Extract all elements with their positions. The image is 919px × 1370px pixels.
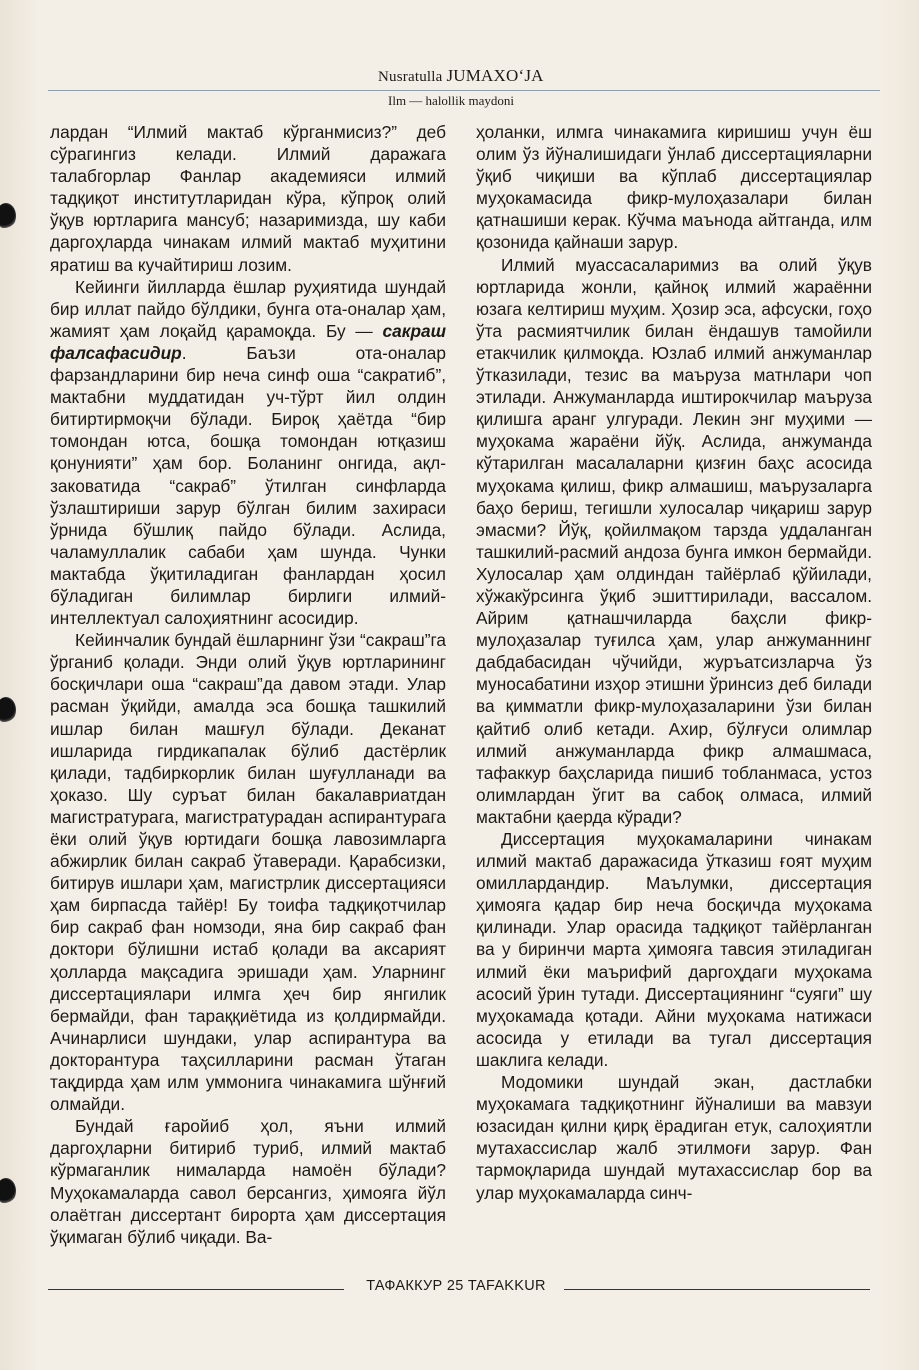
header-subtitle: Ilm — halollik maydoni <box>388 93 515 108</box>
author-first-name: Nusratulla <box>378 69 443 85</box>
paragraph <box>50 276 446 630</box>
paragraph: Бундай ғаройиб ҳол, яъни илмий даргоҳларни битириб туриб, илмий мактаб кўрмаганлик нималарда намоён бўлади? Муҳокамаларда савол берсангиз, ҳимояга йўл олаётган диссертант бирорта ҳам диссертация ўқимаган бўлиб чиқади. Ва- <box>50 1116 446 1247</box>
page-number: 25 <box>446 1278 464 1294</box>
footer-rule <box>48 1289 344 1290</box>
header-author <box>378 66 544 86</box>
paragraph: ҳоланки, илмга чинакамига киришиш учун ёш олим ўз йўналишидаги ўнлаб диссертацияларни ўқиб чиқиши ва кўплаб диссертациялар муҳокамасида фикр-мулоҳазалари билан қатнашиши керак. Кўчма маънода айтганда, илм қозонида қайнаши зарур. <box>476 122 872 253</box>
footer-journal-latin: TAFAKKUR <box>467 1278 546 1294</box>
paragraph: лардан “Илмий мактаб кўрганмисиз?” деб сўрагингиз келади. Илмий даражага талабгорлар Фанлар академияси илмий тадқиқот институтларидан кўра, кўпроқ олий ўқув юртларига мансуб; назаримизда, шу каби даргоҳларда чинакам илмий мактаб муҳитини яратиш ва кучайтириш лозим. <box>50 122 446 275</box>
footer-rule <box>564 1289 870 1290</box>
header-rule <box>48 90 880 91</box>
paragraph-text: . Баъзи ота-оналар фарзандларини бир неча синф оша “сакратиб”, мактабни муддатидан уч-тўрт йил олдин битиртирмоқчи бўлади. Бироқ ҳаётда “бир томондан ютса, бошқа томондан ютқазиш қонунияти” ҳам бор. Боланинг онгида, ақл-заковатида “сакраб” ўтилган синфларда ўзлаштириши зарур бўлган билим захираси ўрнида бўшлиқ пайдо бўлади. Аслида, чаламуллалик сабаби ҳам шунда. Чунки мактабда ўқитиладиган фанлардан ҳосил бўладиган билимлар бирлиги илмий-интеллектуал салоҳиятнинг асосидир. <box>50 342 446 629</box>
right-column <box>476 121 872 1204</box>
paragraph: Диссертация муҳокамаларини чинакам илмий мактаб даражасида ўтказиш ғоят муҳим омиллардандир. Маълумки, диссертация ҳимояга қадар бир неча босқичда муҳокама қилинади. Улар орасида тадқиқот тайёрланган ва у биринчи марта ҳимояга тавсия этиладиган илмий ёки маърифий даргоҳдаги муҳокама асосий ўрин тутади. Диссертациянинг “суяги” шу муҳокамада қотади. Айни муҳокама натижаси асосида у етилади ва тугал диссертация шаклига келади. <box>476 829 872 1070</box>
left-column <box>50 121 446 1248</box>
paragraph: Модомики шундай экан, дастлабки муҳокамага тадқиқотнинг йўналиши ва мавзуи юзасидан қилни қирқ ёрадиган етук, салоҳиятли мутахассислар жалб этилмоғи зарур. Фан тармоқларида шундай мутахассислар бор ва улар муҳокамаларда синч- <box>476 1072 872 1203</box>
footer-label <box>354 1278 558 1294</box>
paragraph: Кейинчалик бундай ёшларнинг ўзи “сакраш”га ўрганиб қолади. Энди олий ўқув юртларининг босқичлари оша “сакраш”да давом этади. Улар расман ўқийди, амалда эса бошқа ташкилий ишлар билан машғул бўлади. Деканат ишларида гирдикапалак бўлиб дастёрлик қилади, тадбиркорлик билан шуғулланади ва ҳоказо. Шу суръат билан бакалавриатдан магистратурага, магистратурадан аспирантурага ёки олий ўқув юртидаги бошқа лавозимларга абжирлик билан сакраб ўтаверади. Қарабсизки, битирув ишлари ҳам, магистрлик диссертацияси ҳам бирпасда тайёр! Бу тоифа тадқиқотчилар бир сакраб фан номзоди, яна бир сакраб фан доктори бўлишни истаб қолади ва аксарият ҳолларда мақсадига эришади ҳам. Уларнинг диссертациялари илмга ҳеч бир янгилик бермайди, фан тараққиётида из қолдирмайди. Ачинарлиси шундаки, улар аспирантура ва докторантура таҳсилларини расман ўтаган тақдирда ҳам илм уммонига чинакамига шўнғий олмайди. <box>50 630 446 1115</box>
footer-journal-cyrillic: ТАФАККУР <box>366 1278 443 1294</box>
paragraph: Илмий муассасаларимиз ва олий ўқув юртларида жонли, қайноқ илмий жараённи юзага келтириш муҳим. Ҳозир эса, афсуски, гоҳо ўта расмиятчилик билан ёндашув тамойили етакчилик қилмоқда. Юзлаб илмий анжуманлар ўтказилади, тезис ва маъруза матнлари чоп этилади. Анжуманларда иштирокчилар маъруза қилишга аранг улгуради. Лекин энг муҳими — муҳокама жараёни йўқ. Аслида, анжуманда кўтарилган масалаларни қизғин баҳс асосида муҳокама қилиш, фикр алмашиш, маърузаларга баҳо бериш, тегишли хулосалар чиқариш зарур эмасми? Йўқ, қойилмақом тарзда уддаланган ташкилий-расмий андоза бунга имкон бермайди. Хулосалар ҳам олдиндан тайёрлаб қўйилади, хўжакўрсинга ўқиб эшиттирилади, вассалом. Айрим қатнашчиларда баҳсли фикр-мулоҳазалар туғилса ҳам, улар анжуманнинг дабдабасидан чўчийди, журъатсизларча ўз муносабатини изҳор этишни ўринсиз деб билади ва қимматли фикр-мулоҳазаларини ўзи билан қайтиб олиб кетади. Ахир, бўлғуси олимлар илмий анжуманларда фикр алмашмаса, тафаккур баҳсларида пишиб тобланмаса, устоз олимлардан ўгит ва сабоқ олмаса, илмий мактабни қаерда кўради? <box>476 254 872 827</box>
emphasized-phrase: сакраш фалсафасидир <box>50 320 446 363</box>
author-last-name: JUMAXO‘JA <box>446 66 544 85</box>
page-footer <box>48 1278 884 1300</box>
paragraph-text: Кейинги йилларда ёшлар руҳиятида шундай бир иллат пайдо бўлдики, бунга ота-оналар ҳам, жамият ҳам лоқайд қарамоқда. Бу — <box>50 276 446 341</box>
